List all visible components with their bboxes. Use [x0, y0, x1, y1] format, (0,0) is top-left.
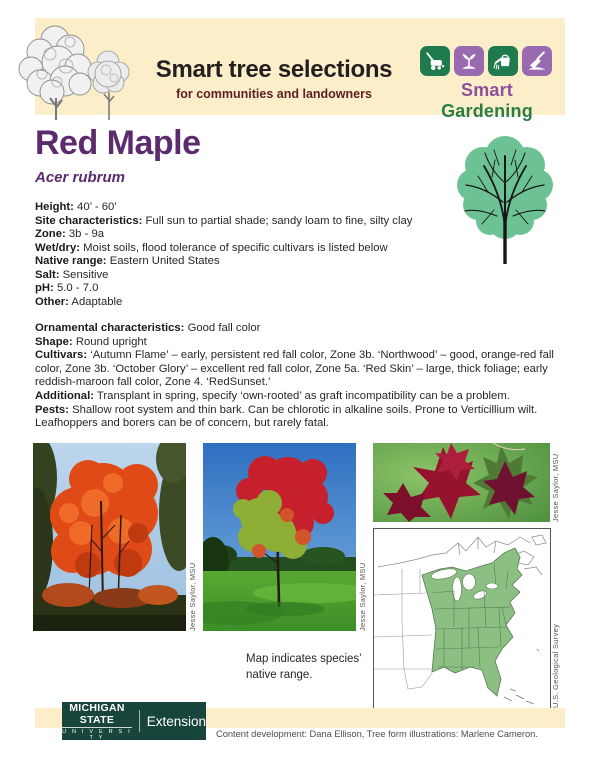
page-title: Red Maple: [35, 124, 201, 162]
photo1-credit: Jesse Saylor, MSU: [188, 562, 197, 631]
detail-cultivars: Cultivars: ‘Autumn Flame’ – early, persistent red fall color, Zone 3b. ‘Northwood’ – good, orange-red fall color, Zone 3b. ‘October Glory’ – excellent red fall color, Zone 5a. ‘Red Skin’ – large, thick foliage; early reddish-maroon fall color, Zone 4. ‘RedSunset.’: [35, 349, 554, 389]
native-range-map: [373, 528, 551, 710]
photo-red-maple-leaves: [373, 443, 550, 522]
header-title: Smart tree selections: [155, 56, 393, 83]
spec-row-other: Other: Adaptable: [35, 295, 123, 308]
msu-extension-logo: [62, 702, 206, 740]
photo2-credit: Jesse Saylor, MSU: [358, 562, 367, 631]
mower-tile: [420, 46, 450, 76]
spec-row-height: Height: 40’ - 60’: [35, 201, 117, 213]
watering-can-icon: [491, 49, 515, 73]
smart-gardening-logo-tiles: [420, 46, 552, 76]
spec-list: [35, 201, 465, 309]
detail-shape: Shape: Round upright: [35, 335, 147, 348]
photo-red-maple-park: [203, 443, 356, 631]
map-caption-line1: Map indicates species’: [246, 653, 362, 665]
spec-row-native-range: Native range: Eastern United States: [35, 255, 220, 267]
photo-red-maple-forest: [33, 443, 186, 631]
seedling-icon: [457, 49, 481, 73]
trowel-icon: [525, 49, 549, 73]
content-credits: Content development: Dana Ellison, Tree form illustrations: Marlene Cameron.: [216, 729, 538, 739]
msu-wordmark: MICHIGAN STATE U N I V E R S I T Y: [62, 701, 132, 741]
map-caption-line2: native range.: [246, 669, 313, 681]
spec-row-site: Site characteristics: Full sun to partial shade; sandy loam to fine, silty clay: [35, 214, 413, 227]
msu-extension-label: Extension: [146, 713, 206, 729]
spec-row-zone: Zone: 3b - 9a: [35, 228, 105, 240]
map-credit: U.S. Geological Survey: [551, 623, 560, 708]
header-subtitle: for communities and landowners: [176, 87, 372, 101]
trowel-tile: [522, 46, 552, 76]
detail-additional: Additional: Transplant in spring, specify ‘own-rooted’ as graft incompatibility can be a problem.: [35, 389, 510, 402]
brand-word-smart: Smart: [460, 80, 514, 100]
spec-row-salt: Salt: Sensitive: [35, 268, 109, 281]
lawn-mower-icon: [423, 49, 447, 73]
msu-logo-divider: [139, 710, 140, 732]
map-caption: [246, 651, 386, 683]
botanical-name: Acer rubrum: [35, 169, 126, 186]
watering-can-tile: [488, 46, 518, 76]
sketch-trees-illustration: [10, 22, 142, 122]
detail-ornamental: Ornamental characteristics: Good fall color: [35, 322, 261, 334]
spec-row-ph: pH: 5.0 - 7.0: [35, 282, 99, 294]
smart-gardening-wordmark: [414, 80, 560, 122]
seedling-tile: [454, 46, 484, 76]
details-section: [35, 322, 565, 431]
spec-row-wetdry: Wet/dry: Moist soils, flood tolerance of specific cultivars is listed below: [35, 241, 388, 254]
brand-word-gardening: Gardening: [441, 101, 533, 121]
detail-pests: Pests: Shallow root system and thin bark. Can be chlorotic in alkaline soils. Prone to Verticillium wilt. Leafhoppers and borers can be of concern, but rarely fatal.: [35, 403, 538, 430]
photo3-credit: Jesse Saylor, MSU: [551, 453, 560, 522]
